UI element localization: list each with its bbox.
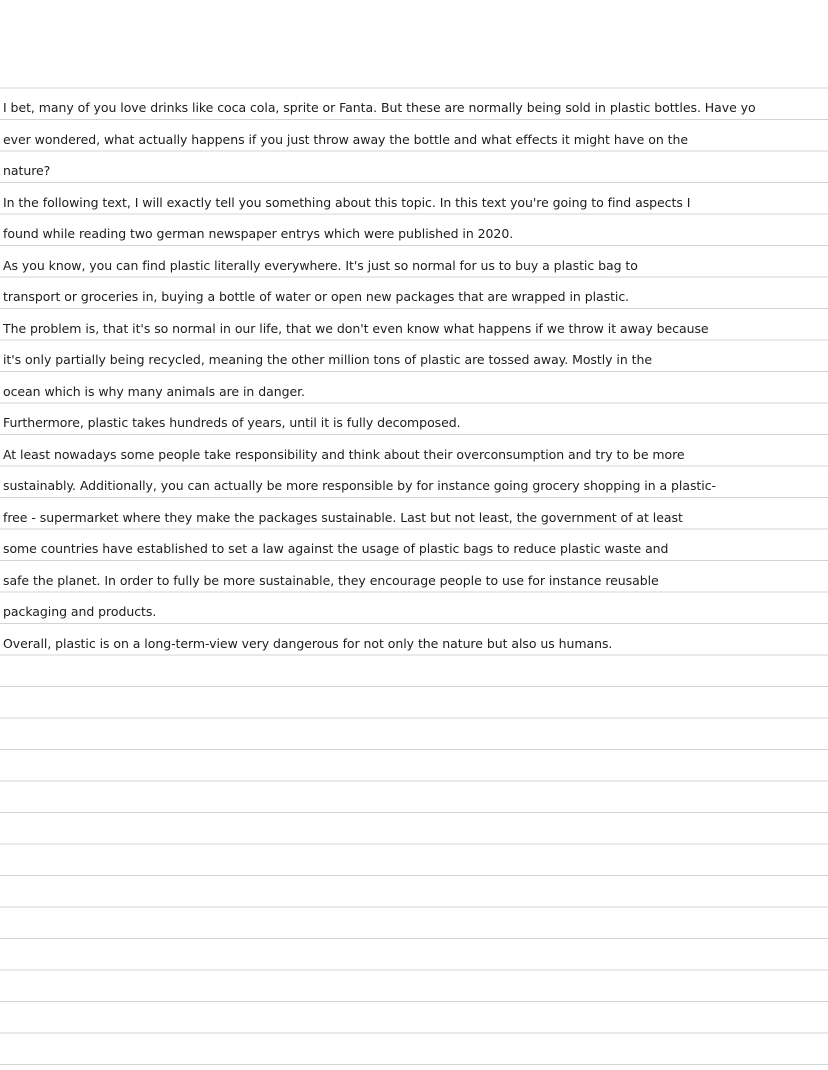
essay-line: In the following text, I will exactly tell you something about this topic. In this text you're going to find aspects I xyxy=(3,194,691,210)
essay-line: transport or groceries in, buying a bottle of water or open new packages that are wrapped in plastic. xyxy=(3,289,630,304)
essay-line: The problem is, that it's so normal in our life, that we don't even know what happens if we throw it away because xyxy=(3,320,709,336)
essay-line: some countries have established to set a law against the usage of plastic bags to reduce plastic waste and xyxy=(3,541,669,556)
essay-line: nature? xyxy=(3,163,51,178)
essay-line: ever wondered, what actually happens if you just throw away the bottle and what effects it might have on the xyxy=(3,131,688,147)
essay-line: Furthermore, plastic takes hundreds of years, until it is fully decomposed. xyxy=(3,415,461,430)
essay-line: packaging and products. xyxy=(3,604,157,619)
essay-line: free - supermarket where they make the packages sustainable. Last but not least, the government of at least xyxy=(3,509,683,525)
essay-line: sustainably. Additionally, you can actually be more responsible by for instance going grocery shopping in a plastic- xyxy=(3,478,716,493)
essay-line: it's only partially being recycled, meaning the other million tons of plastic are tossed away. Mostly in the xyxy=(3,352,653,367)
essay-line: At least nowadays some people take responsibility and think about their overconsumption and try to be more xyxy=(3,446,685,462)
essay-line: found while reading two german newspaper entrys which were published in 2020. xyxy=(3,226,514,241)
essay-line: ocean which is why many animals are in danger. xyxy=(3,383,305,399)
essay-line: As you know, you can find plastic literally everywhere. It's just so normal for us to buy a plastic bag to xyxy=(3,257,638,273)
essay-line: Overall, plastic is on a long-term-view very dangerous for not only the nature but also us humans. xyxy=(3,635,613,651)
essay-line: safe the planet. In order to fully be more sustainable, they encourage people to use for instance reusable xyxy=(3,572,659,588)
handwritten-essay xyxy=(0,92,828,659)
essay-line: I bet, many of you love drinks like coca cola, sprite or Fanta. But these are normally being sold in plastic bottles. Have yo xyxy=(3,100,756,115)
